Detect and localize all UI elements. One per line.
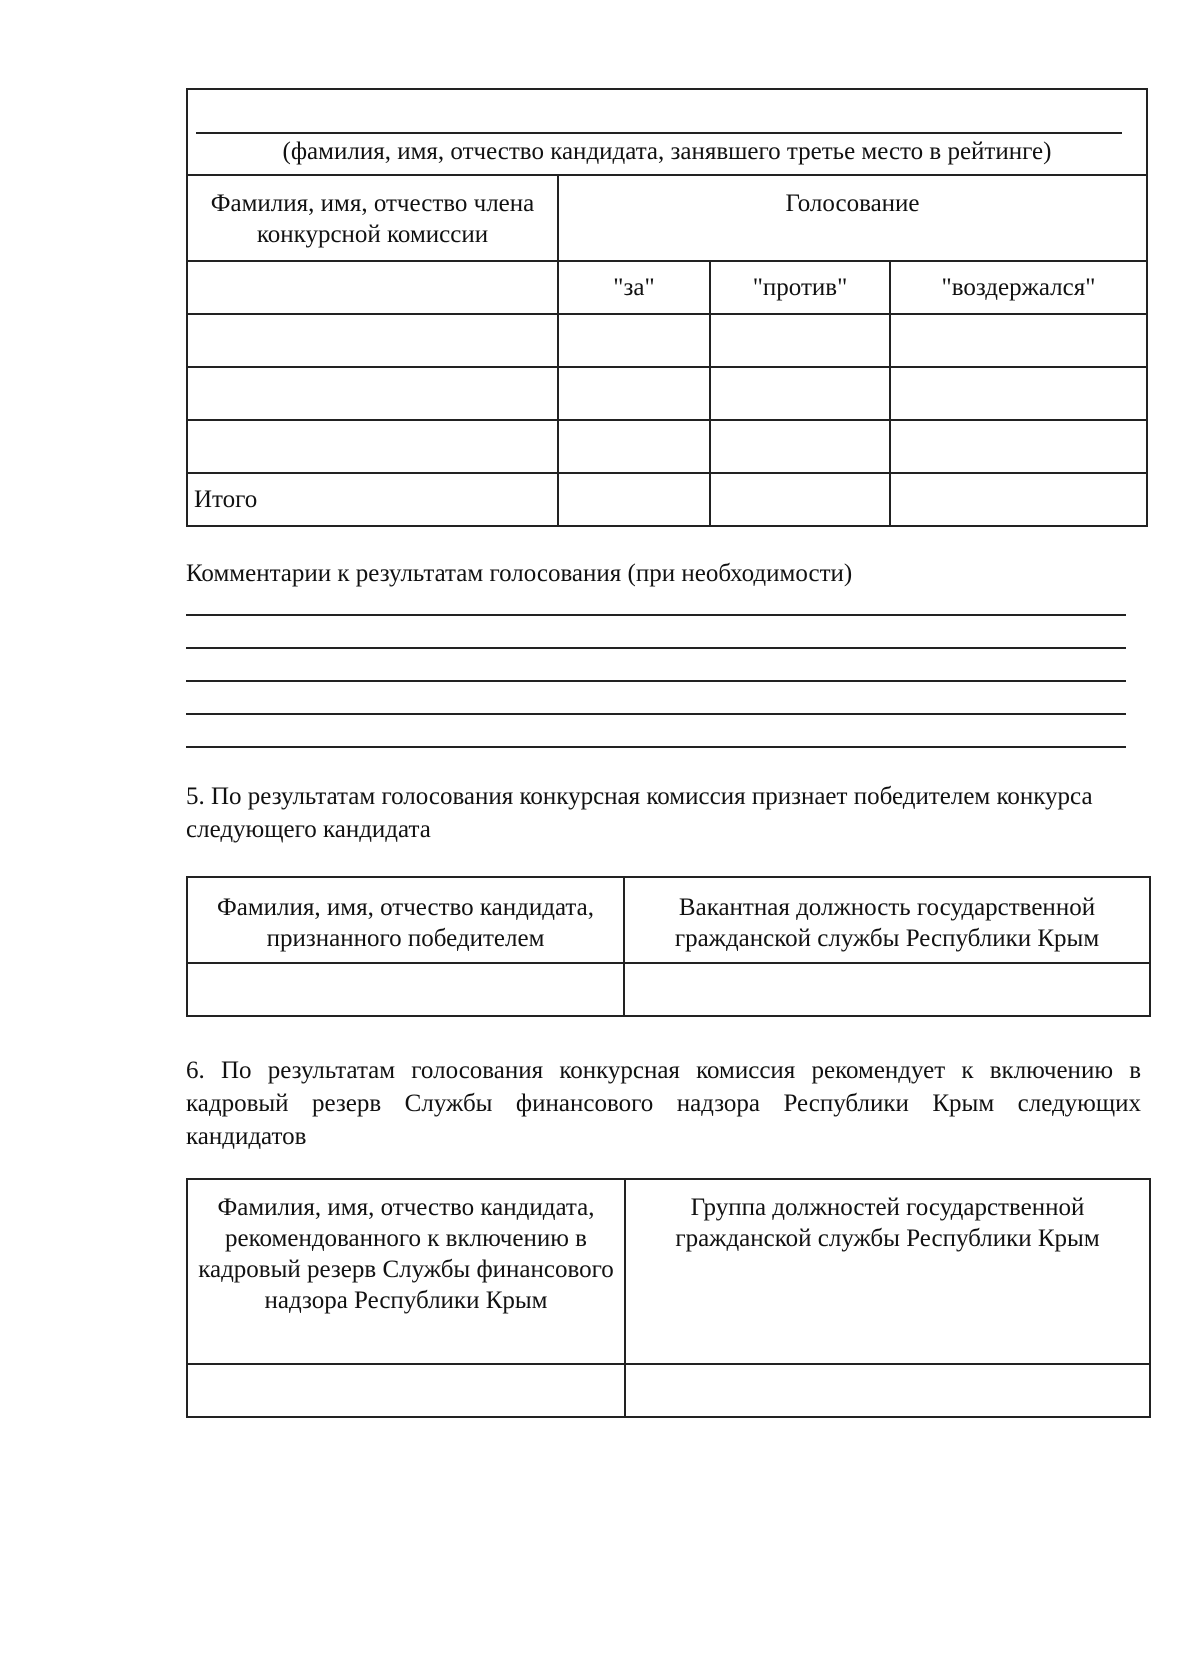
total-cell[interactable] [710, 473, 890, 526]
total-cell[interactable] [890, 473, 1147, 526]
member-name-cell[interactable] [187, 420, 558, 473]
winner-name-header: Фамилия, имя, отчество кандидата, признанного победителем [187, 877, 624, 963]
vote-cell[interactable] [558, 420, 710, 473]
vote-cell[interactable] [558, 314, 710, 367]
reserve-candidate-header: Фамилия, имя, отчество кандидата, рекомендованного к включению в кадровый резерв Службы финансового надзора Республики Крым [187, 1179, 625, 1364]
comment-line[interactable] [186, 713, 1126, 715]
comment-line[interactable] [186, 746, 1126, 748]
candidate-caption: (фамилия, имя, отчество кандидата, занявшего третье место в рейтинге) [282, 138, 1052, 165]
total-cell[interactable] [558, 473, 710, 526]
voting-table [186, 88, 1148, 527]
table-row [187, 314, 1147, 367]
comments-label: Комментарии к результатам голосования (при необходимости) [186, 560, 853, 587]
voting-header: Голосование [558, 175, 1147, 261]
vote-cell[interactable] [890, 314, 1147, 367]
vacant-position-header: Вакантная должность государственной гражданской службы Республики Крым [624, 877, 1150, 963]
comment-line[interactable] [186, 647, 1126, 649]
member-name-header: Фамилия, имя, отчество члена конкурсной комиссии [187, 175, 558, 261]
vote-cell[interactable] [710, 314, 890, 367]
total-row [187, 473, 1147, 526]
vote-cell[interactable] [890, 420, 1147, 473]
table-row [187, 1364, 1150, 1417]
total-label: Итого [187, 473, 558, 526]
winner-table [186, 876, 1151, 1017]
position-group-cell[interactable] [625, 1364, 1150, 1417]
member-name-cell[interactable] [187, 367, 558, 420]
vote-cell[interactable] [890, 367, 1147, 420]
vote-cell[interactable] [710, 367, 890, 420]
section6-text: 6. По результатам голосования конкурсная комиссия рекомендует к включению в кадровый резерв Службы финансового надзора Республики Крым следующих кандидатов [186, 1057, 1141, 1150]
table-row [187, 420, 1147, 473]
table-row [187, 367, 1147, 420]
comment-line[interactable] [186, 680, 1126, 682]
vote-cell[interactable] [558, 367, 710, 420]
member-name-cell[interactable] [187, 261, 558, 314]
winner-name-cell[interactable] [187, 963, 624, 1016]
candidate-name-cell [187, 89, 1147, 175]
position-group-header: Группа должностей государственной гражданской службы Республики Крым [625, 1179, 1150, 1364]
vote-for-header: "за" [558, 261, 710, 314]
vote-abstain-header: "воздержался" [890, 261, 1147, 314]
table-row [187, 963, 1150, 1016]
reserve-candidate-cell[interactable] [187, 1364, 625, 1417]
vote-cell[interactable] [710, 420, 890, 473]
vote-against-header: "против" [710, 261, 890, 314]
comment-line[interactable] [186, 614, 1126, 616]
reserve-table [186, 1178, 1151, 1418]
section5-text: 5. По результатам голосования конкурсная комиссия признает победителем конкурса следующего кандидата [186, 783, 1093, 843]
candidate-name-line [196, 132, 1122, 134]
member-name-cell[interactable] [187, 314, 558, 367]
vacant-position-cell[interactable] [624, 963, 1150, 1016]
